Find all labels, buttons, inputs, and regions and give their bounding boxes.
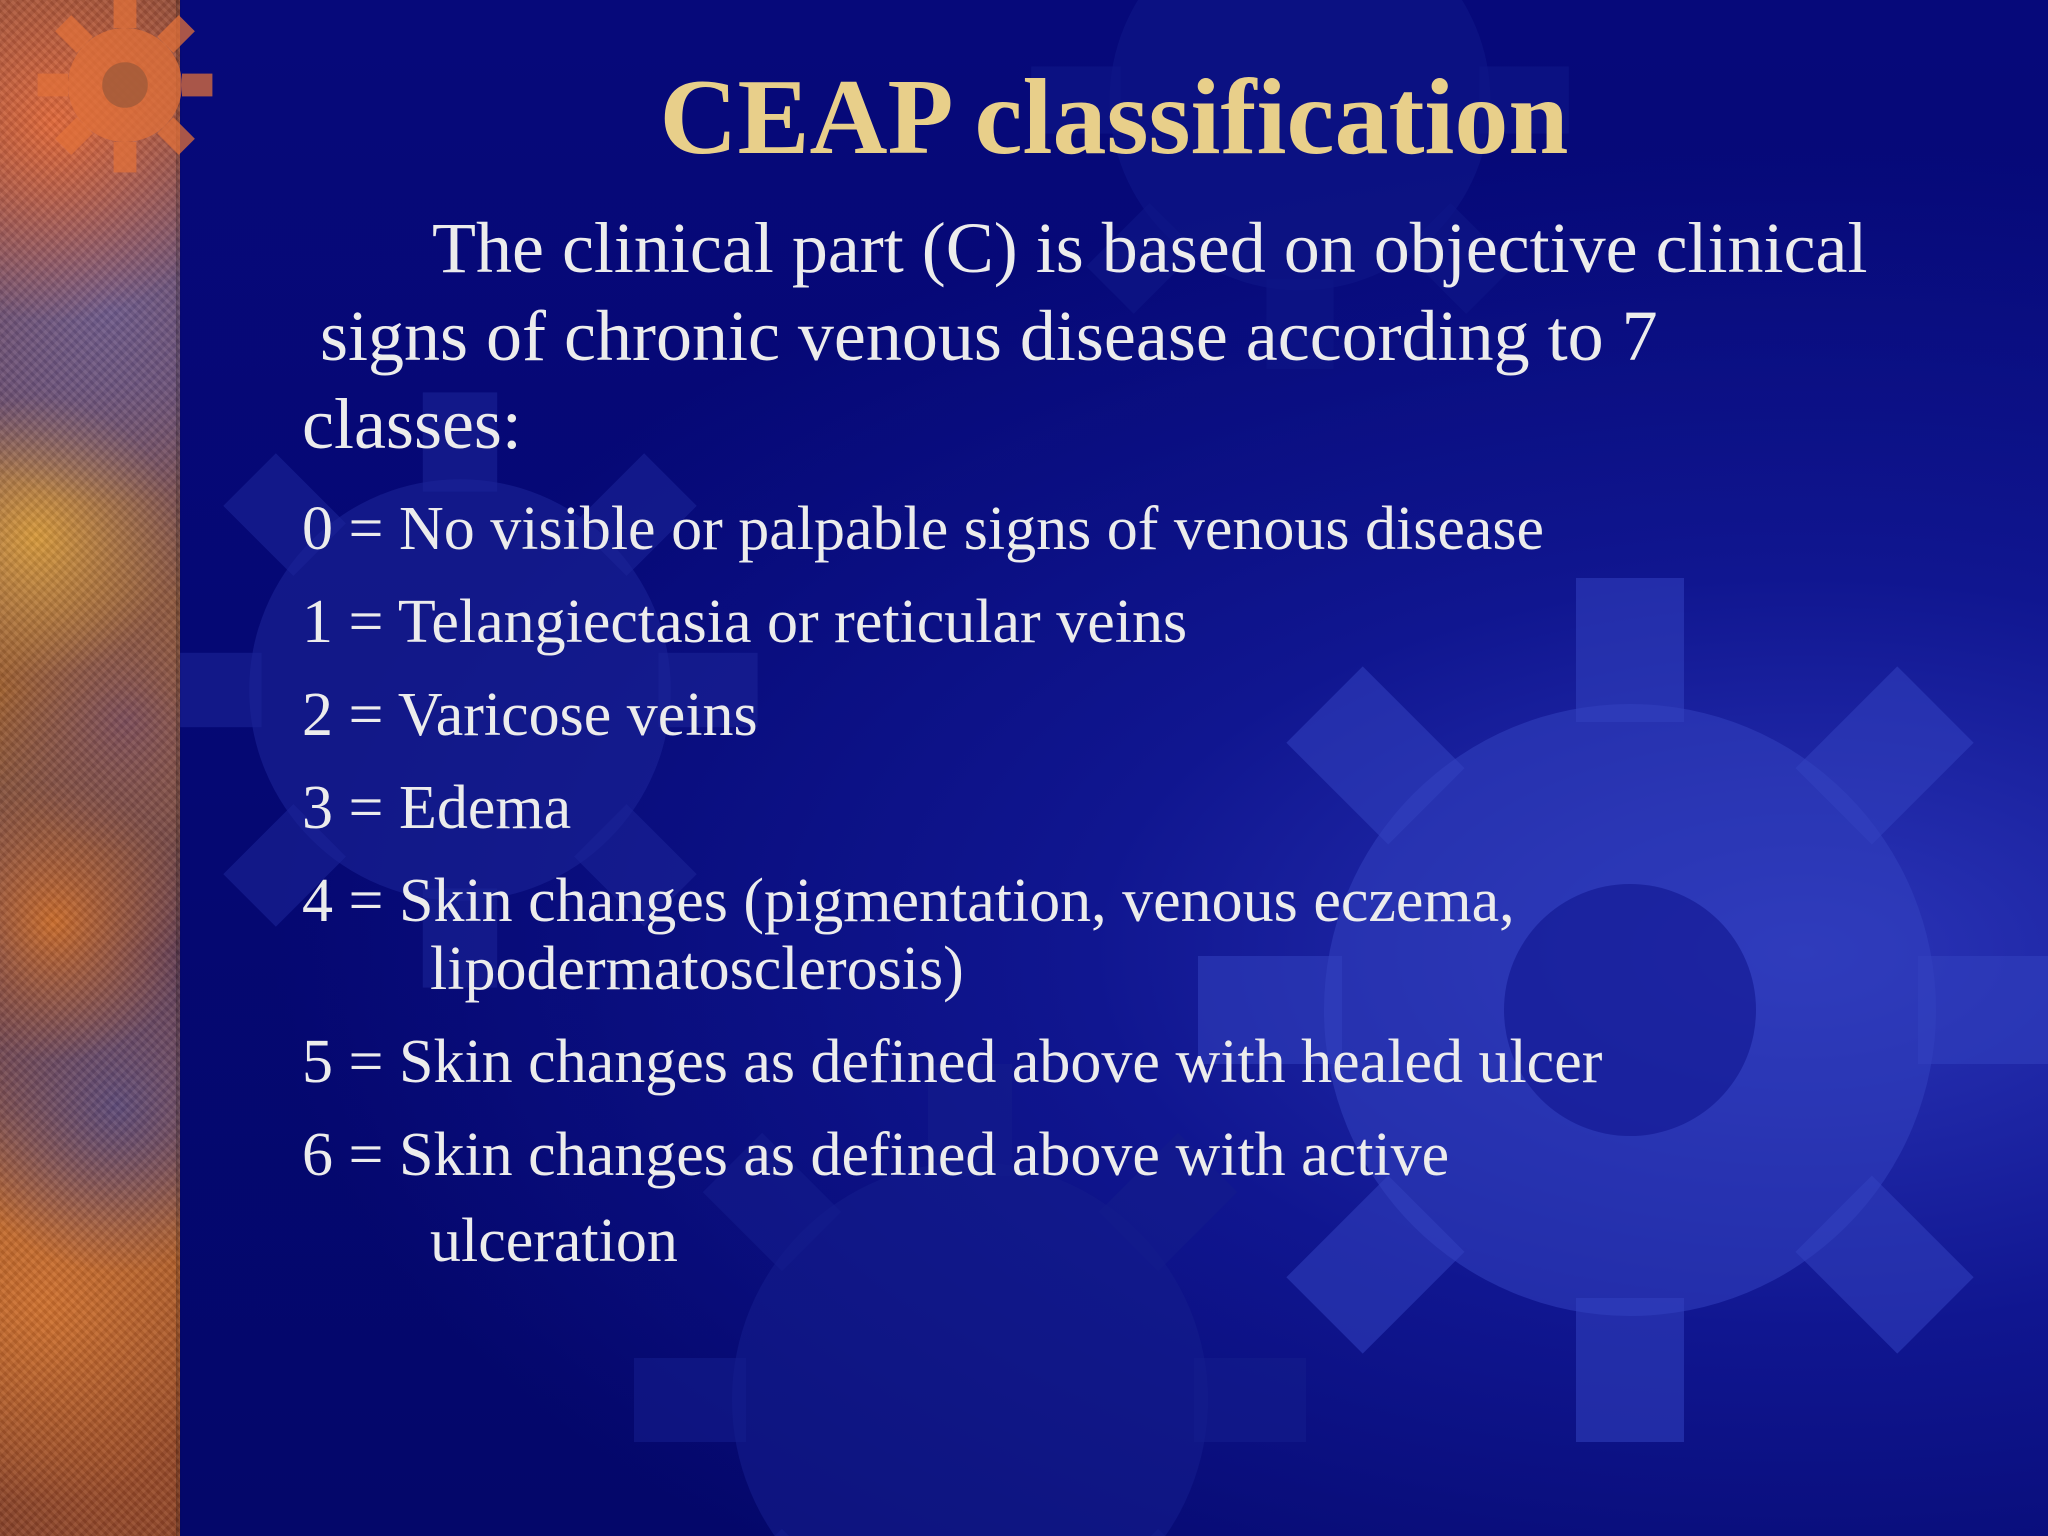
class-item-text: 5 = Skin changes as defined above with healed ulcer [302,1028,1603,1096]
class-item-2 [302,676,2022,754]
class-item-text: 0 = No visible or palpable signs of venous disease [302,495,1545,563]
sidebar-edge [176,0,182,1536]
class-item-text: 3 = Edema [302,774,572,842]
class-item-6 [302,1116,2022,1280]
intro-line-3: classes: [302,384,522,464]
class-item-3 [302,769,2022,847]
intro-line-2: signs of chronic venous disease according to 7 [320,296,1658,376]
class-item-continuation: lipodermatosclerosis) [430,935,964,1003]
intro-paragraph [302,204,2022,468]
class-item-text: 4 = Skin changes (pigmentation, venous eczema, [302,867,1515,935]
class-item-continuation: ulceration [430,1207,678,1275]
class-item-1 [302,583,2022,661]
class-item-text: 6 = Skin changes as defined above with active [302,1121,1450,1189]
class-item-text: 2 = Varicose veins [302,681,758,749]
class-list [302,490,2022,1295]
slide-title: CEAP classification [659,58,1569,177]
class-item-0 [302,490,2022,568]
class-item-5 [302,1023,2022,1101]
class-item-4 [302,862,2022,1008]
sidebar-texture [0,0,180,1536]
intro-line-1: The clinical part (C) is based on objective clinical [432,208,1868,288]
class-item-text: 1 = Telangiectasia or reticular veins [302,588,1188,656]
